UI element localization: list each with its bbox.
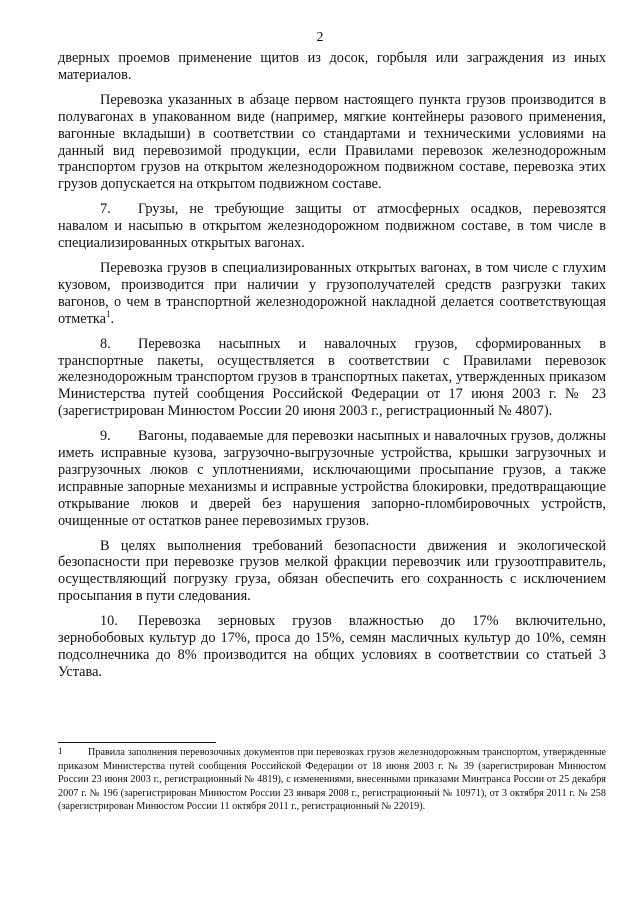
footnote-reference[interactable]: 1 [105,308,111,319]
paragraph [58,92,606,193]
footnote-text: Правила заполнения перевозочных документов при перевозках грузов железнодорожным транспортом, утвержденные приказом Министерства путей сообщения Российской Федерации от 18 июня 2003 г. № 39 (зарегистрирован Минюстом России 23 июня 2003 г., регистрационный № 4819), с изменениями, внесенными приказами Минтранса России от 25 декабря 2007 г. № 196 (зарегистрирован Минюстом России 23 января 2008 г., регистрационный № 10971), от 3 октября 2011 г. № 258 (зарегистрирован Минюстом России 11 октября 2011 г., регистрационный № 22019). [58,747,606,813]
numbered-paragraph-10 [58,613,606,681]
paragraph-number: 8. [100,335,111,352]
paragraph-number: 7. [100,201,111,218]
numbered-paragraph-9 [58,428,606,529]
numbered-paragraph-7 [58,201,606,252]
paragraph-number: 10. [100,613,118,630]
paragraph [58,538,606,606]
paragraph-text: Грузы, не требующие защиты от атмосферных осадков, перевозятся навалом и насыпью в открытом железнодорожном подвижном составе, в том числе в специализированных открытых вагонах. [58,201,606,252]
paragraph-text: дверных проемов применение щитов из досок, горбыля или заграждения из иных материалов. [58,50,606,83]
footnote-mark: 1 [58,746,63,756]
footnote-divider [58,742,216,743]
page-number: 2 [316,30,324,45]
paragraph-text: Перевозка грузов в специализированных открытых вагонах, в том числе с глухим кузовом, производится при наличии у грузополучателей средств разгрузки таких вагонов, о чем в транспортной железнодорожной накладной делается соответствующая отметка [58,259,606,327]
paragraph-text: Перевозка указанных в абзаце первом настоящего пункта грузов производится в полувагонах в упакованном виде (например, мягкие контейнеры разового применения, вагонные вкладыши) в соответствии со стандартами и техническими условиями на данный вид перевозимой продукции, если Правилами перевозок железнодорожным транспортом грузов на открытом железнодорожном подвижном составе, перевозка этих грузов допускается на открытом подвижном составе. [58,91,606,193]
paragraph-text: Перевозка насыпных и навалочных грузов, сформированных в транспортные пакеты, осуществляется в соответствии с Правилами перевозок железнодорожным транспортом грузов в транспортных пакетах, утвержденных приказом Министерства путей сообщения Российской Федерации от 17 июня 2003 г. № 23 (зарегистрирован Минюстом России 20 июня 2003 г., регистрационный № 4807). [58,335,606,420]
paragraph-number: 9. [100,428,111,445]
paragraph-continuation [58,50,606,84]
numbered-paragraph-8 [58,336,606,421]
paragraph [58,260,606,328]
paragraph-text: Вагоны, подаваемые для перевозки насыпных и навалочных грузов, должны иметь исправные кузова, загрузочно-выгрузочные устройства, крышки загрузочных и разгрузочных люков с уплотнениями, исключающими просыпание грузов, а также исправные запорные механизмы и исправные устройства блокировки, предотвращающие открывание люков и дверей без нарушения запорно-пломбировочных устройств, очищенные от остатков ранее перевозимых грузов. [58,428,606,529]
footnote [58,746,606,814]
body-text [58,50,606,689]
paragraph-text: Перевозка зерновых грузов влажностью до 17% включительно, зернобобовых культур до 17%, проса до 15%, семян масличных культур до 10%, семян подсолнечника до 8% производится на общих условиях в соответствии со статьей 3 Устава. [58,613,606,680]
paragraph-tail: . [110,310,115,327]
paragraph-text: В целях выполнения требований безопасности движения и экологической безопасности при перевозке грузов мелкой фракции перевозчик или грузоотправитель, осуществляющий погрузку груза, обязан обеспечить его сохранность с исключением просыпания в пути следования. [58,537,606,605]
